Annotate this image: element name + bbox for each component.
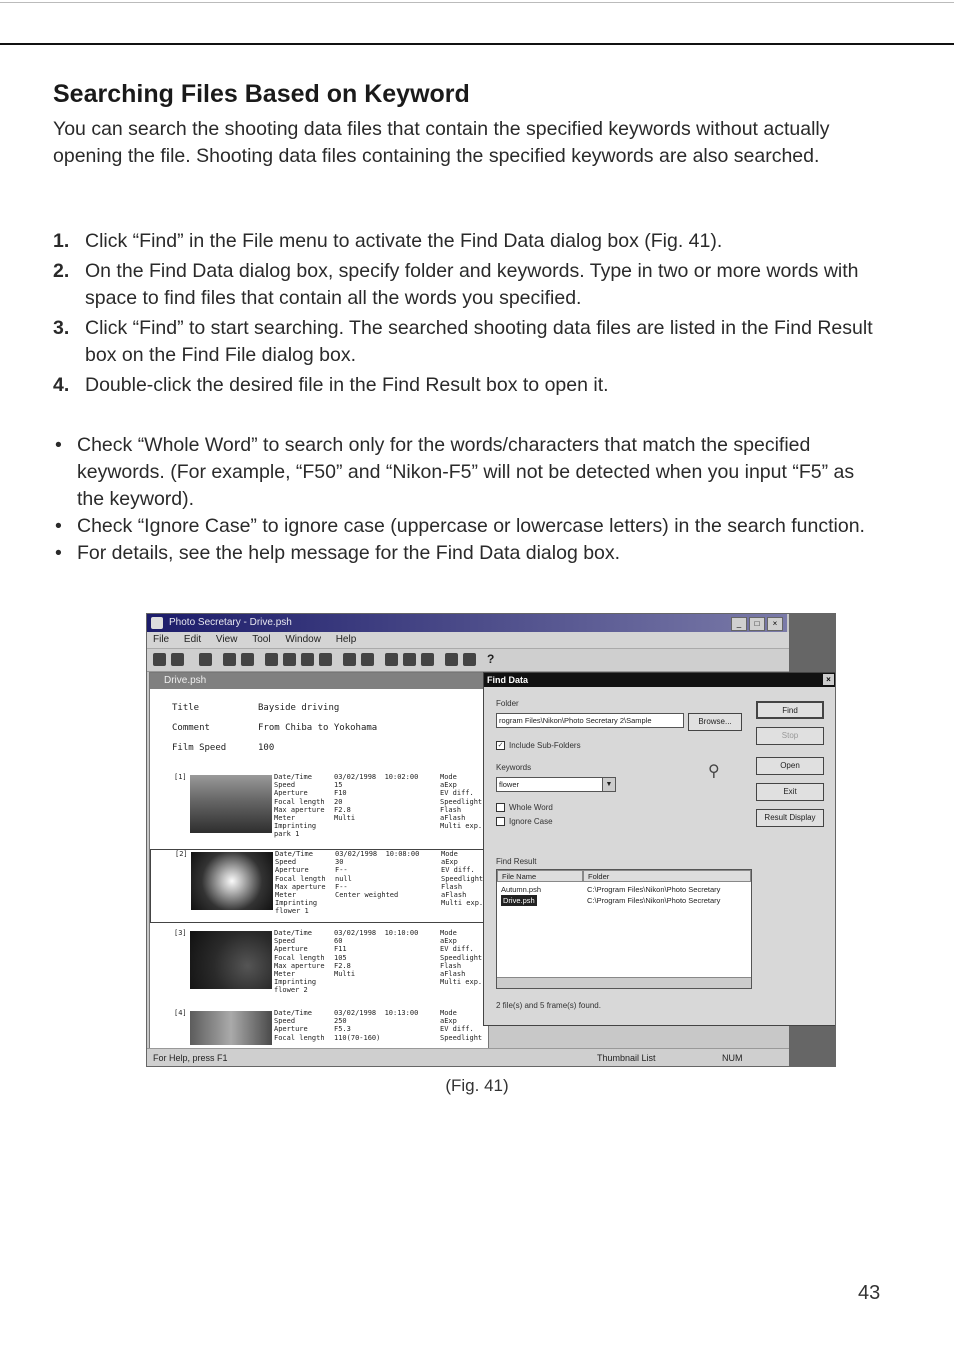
window-controls bbox=[731, 617, 783, 631]
whole-word-label: Whole Word bbox=[509, 803, 553, 812]
folder-label: Folder bbox=[496, 699, 519, 708]
copy-icon[interactable] bbox=[283, 653, 296, 666]
frame-values: 03/02/1998 10:02:00 15 F10 20 F2.8 Multi bbox=[334, 773, 419, 823]
meta-key: Comment bbox=[172, 723, 210, 733]
frame-values: 03/02/1998 10:08:00 30 F-- null F-- Center weighted bbox=[335, 850, 420, 900]
maximize-icon[interactable]: □ bbox=[749, 617, 765, 631]
frame-values: 03/02/1998 10:13:00 250 F5.3 110(70-160) bbox=[334, 1009, 419, 1042]
frame-modes: Mode aExp EV diff. Speedlight Flash aFlash Multi exp. bbox=[441, 850, 484, 908]
browse-button[interactable]: Browse... bbox=[688, 713, 742, 731]
note-text: For details, see the help message for the Find Data dialog box. bbox=[77, 542, 621, 564]
include-subfolders-label: Include Sub-Folders bbox=[509, 741, 581, 750]
zoom-icon[interactable] bbox=[445, 653, 458, 666]
meta-row bbox=[172, 743, 274, 753]
folder-input[interactable]: rogram Files\Nikon\Photo Secretary 2\Sample bbox=[496, 713, 684, 728]
document-window bbox=[149, 672, 489, 1054]
meta-value: 100 bbox=[258, 743, 275, 753]
include-subfolders-checkbox[interactable] bbox=[496, 741, 581, 750]
keywords-label: Keywords bbox=[496, 763, 532, 772]
frame-record[interactable] bbox=[150, 929, 488, 1003]
menu-window[interactable]: Window bbox=[285, 634, 321, 645]
status-help-text: For Help, press F1 bbox=[153, 1053, 228, 1063]
import-icon[interactable] bbox=[343, 653, 356, 666]
menu-view[interactable]: View bbox=[215, 634, 238, 645]
meta-value: Bayside driving bbox=[258, 703, 340, 713]
menu-bar bbox=[147, 632, 789, 648]
status-num: NUM bbox=[722, 1053, 743, 1063]
frame-index: [1] bbox=[174, 773, 187, 781]
frame-thumbnail[interactable] bbox=[190, 931, 272, 989]
keywords-value: flower bbox=[499, 780, 520, 789]
find-icon[interactable] bbox=[199, 653, 212, 666]
frame-index: [4] bbox=[174, 1009, 187, 1017]
document-titlebar[interactable]: Drive.psh bbox=[150, 673, 488, 689]
app-title: Photo Secretary - Drive.psh bbox=[169, 617, 292, 628]
dialog-titlebar[interactable] bbox=[484, 673, 836, 687]
result-folder: C:\Program Files\Nikon\Photo Secretary bbox=[587, 896, 721, 905]
result-file-selected[interactable]: Drive.psh bbox=[503, 896, 535, 905]
magnifier-icon: ⚲ bbox=[708, 763, 720, 780]
frame-thumbnail[interactable] bbox=[190, 775, 272, 833]
meta-value: From Chiba to Yokohama bbox=[258, 723, 378, 733]
dialog-title: Find Data bbox=[487, 675, 529, 685]
ignore-case-label: Ignore Case bbox=[509, 817, 553, 826]
notes-list bbox=[53, 432, 883, 567]
step-item bbox=[53, 372, 883, 399]
csm-icon[interactable] bbox=[463, 653, 476, 666]
frame-modes: Mode aExp EV diff. Speedlight Flash aFlash Multi exp. bbox=[440, 929, 483, 987]
menu-help[interactable]: Help bbox=[335, 634, 357, 645]
frame-fields: Date/Time Speed Aperture Focal length Max aperture Meter Imprinting flower 1 bbox=[275, 850, 326, 916]
grid-icon[interactable] bbox=[421, 653, 434, 666]
frame-modes: Mode aExp EV diff. Speedlight bbox=[440, 1009, 483, 1042]
print-icon[interactable] bbox=[223, 653, 236, 666]
find-button[interactable]: Find bbox=[756, 701, 824, 719]
save-icon[interactable] bbox=[171, 653, 184, 666]
step-text: Click “Find” to start searching. The searched shooting data files are listed in the Find Result box on the Find File dialog box. bbox=[85, 317, 873, 366]
step-number: 3. bbox=[53, 317, 70, 339]
dialog-close-icon[interactable]: × bbox=[823, 674, 834, 685]
exit-button[interactable]: Exit bbox=[756, 783, 824, 801]
open-button[interactable]: Open bbox=[756, 757, 824, 775]
dropdown-arrow-icon[interactable]: ▼ bbox=[602, 778, 615, 791]
result-summary: 2 file(s) and 5 frame(s) found. bbox=[496, 1001, 601, 1010]
horizontal-scrollbar[interactable] bbox=[497, 977, 751, 988]
frame-modes: Mode aExp EV diff. Speedlight Flash aFlash Multi exp. bbox=[440, 773, 483, 831]
meta-key: Film Speed bbox=[172, 743, 227, 753]
note-item bbox=[53, 513, 883, 540]
status-thumbnail-list: Thumbnail List bbox=[597, 1053, 656, 1063]
clear-icon[interactable] bbox=[319, 653, 332, 666]
frame-fields: Date/Time Speed Aperture Focal length Max aperture Meter Imprinting flower 2 bbox=[274, 929, 325, 995]
bullet-dot: • bbox=[55, 434, 62, 456]
result-file[interactable]: Autumn.psh bbox=[501, 885, 542, 894]
page-number: 43 bbox=[858, 1282, 881, 1304]
step-text: On the Find Data dialog box, specify folder and keywords. Type in two or more words with space to find files that contain all the words you specified. bbox=[85, 260, 859, 309]
frame-values: 03/02/1998 10:10:00 60 F11 105 F2.8 Multi bbox=[334, 929, 419, 979]
app-titlebar[interactable] bbox=[147, 614, 787, 632]
bullet-dot: • bbox=[55, 515, 62, 537]
list-icon[interactable] bbox=[403, 653, 416, 666]
keywords-input[interactable] bbox=[496, 777, 616, 792]
step-number: 1. bbox=[53, 230, 70, 252]
whole-word-checkbox[interactable] bbox=[496, 803, 553, 812]
step-item bbox=[53, 258, 883, 312]
frame-thumbnail[interactable] bbox=[191, 852, 273, 910]
column-header-folder[interactable]: Folder bbox=[583, 870, 751, 882]
frame-record[interactable] bbox=[150, 773, 488, 847]
find-result-label: Find Result bbox=[496, 857, 537, 866]
frame-record[interactable] bbox=[150, 849, 488, 923]
find-data-dialog bbox=[483, 672, 836, 1026]
note-text: Check “Whole Word” to search only for the words/characters that match the specified keywords. (For example, “F50” and “Nikon-F5” will not be detected when you input “F5” as the keyword). bbox=[77, 434, 855, 510]
find-result-list[interactable] bbox=[496, 869, 752, 989]
frame-index: [3] bbox=[174, 929, 187, 937]
checkbox-checked-icon: ✓ bbox=[497, 742, 504, 750]
checkbox-icon bbox=[496, 803, 505, 812]
note-item bbox=[53, 432, 883, 513]
step-text: Double-click the desired file in the Find Result box to open it. bbox=[85, 374, 609, 396]
frame-fields: Date/Time Speed Aperture Focal length bbox=[274, 1009, 325, 1042]
bullet-dot: • bbox=[55, 542, 62, 564]
help-pointer-icon[interactable]: ? bbox=[487, 652, 495, 666]
frame-record[interactable] bbox=[150, 1009, 488, 1053]
step-item bbox=[53, 315, 883, 369]
toolbar bbox=[147, 648, 789, 672]
figure-screenshot bbox=[146, 613, 836, 1067]
intro-paragraph: You can search the shooting data files that contain the specified keywords without actually opening the file. Shooting data files containing the specified keywords are also searched. bbox=[53, 118, 830, 167]
menu-tool[interactable]: Tool bbox=[252, 634, 271, 645]
result-display-button[interactable]: Result Display bbox=[756, 809, 824, 827]
frame-index: [2] bbox=[175, 850, 188, 858]
note-text: Check “Ignore Case” to ignore case (uppercase or lowercase letters) in the search function. bbox=[77, 515, 865, 537]
meta-key: Title bbox=[172, 703, 200, 713]
frame-thumbnail[interactable] bbox=[190, 1011, 272, 1045]
top-rule bbox=[0, 2, 954, 3]
meta-row bbox=[172, 723, 377, 733]
minimize-icon[interactable]: _ bbox=[731, 617, 747, 631]
column-header-file[interactable]: File Name bbox=[497, 870, 583, 882]
steps-list bbox=[53, 228, 883, 402]
ignore-case-checkbox[interactable] bbox=[496, 817, 553, 826]
section-heading: Searching Files Based on Keyword bbox=[53, 80, 470, 108]
step-text: Click “Find” in the File menu to activate the Find Data dialog box (Fig. 41). bbox=[85, 230, 723, 252]
meta-row bbox=[172, 703, 339, 713]
stop-button[interactable]: Stop bbox=[756, 727, 824, 745]
result-folder: C:\Program Files\Nikon\Photo Secretary bbox=[587, 885, 721, 894]
status-bar bbox=[147, 1048, 789, 1067]
preview-icon[interactable] bbox=[241, 653, 254, 666]
header-rule bbox=[0, 43, 954, 45]
cut-icon[interactable] bbox=[265, 653, 278, 666]
step-number: 4. bbox=[53, 374, 70, 396]
thumbnail-icon[interactable] bbox=[385, 653, 398, 666]
app-icon bbox=[151, 617, 163, 629]
menu-edit[interactable]: Edit bbox=[183, 634, 202, 645]
note-item bbox=[53, 540, 883, 567]
menu-file[interactable]: File bbox=[153, 634, 170, 645]
close-icon[interactable]: × bbox=[767, 617, 783, 631]
open-icon[interactable] bbox=[153, 653, 166, 666]
step-item bbox=[53, 228, 883, 255]
frame-fields: Date/Time Speed Aperture Focal length Max aperture Meter Imprinting park 1 bbox=[274, 773, 325, 839]
checkbox-icon bbox=[496, 817, 505, 826]
step-number: 2. bbox=[53, 260, 70, 282]
figure-caption: (Fig. 41) bbox=[445, 1076, 509, 1095]
export-icon[interactable] bbox=[361, 653, 374, 666]
paste-icon[interactable] bbox=[301, 653, 314, 666]
